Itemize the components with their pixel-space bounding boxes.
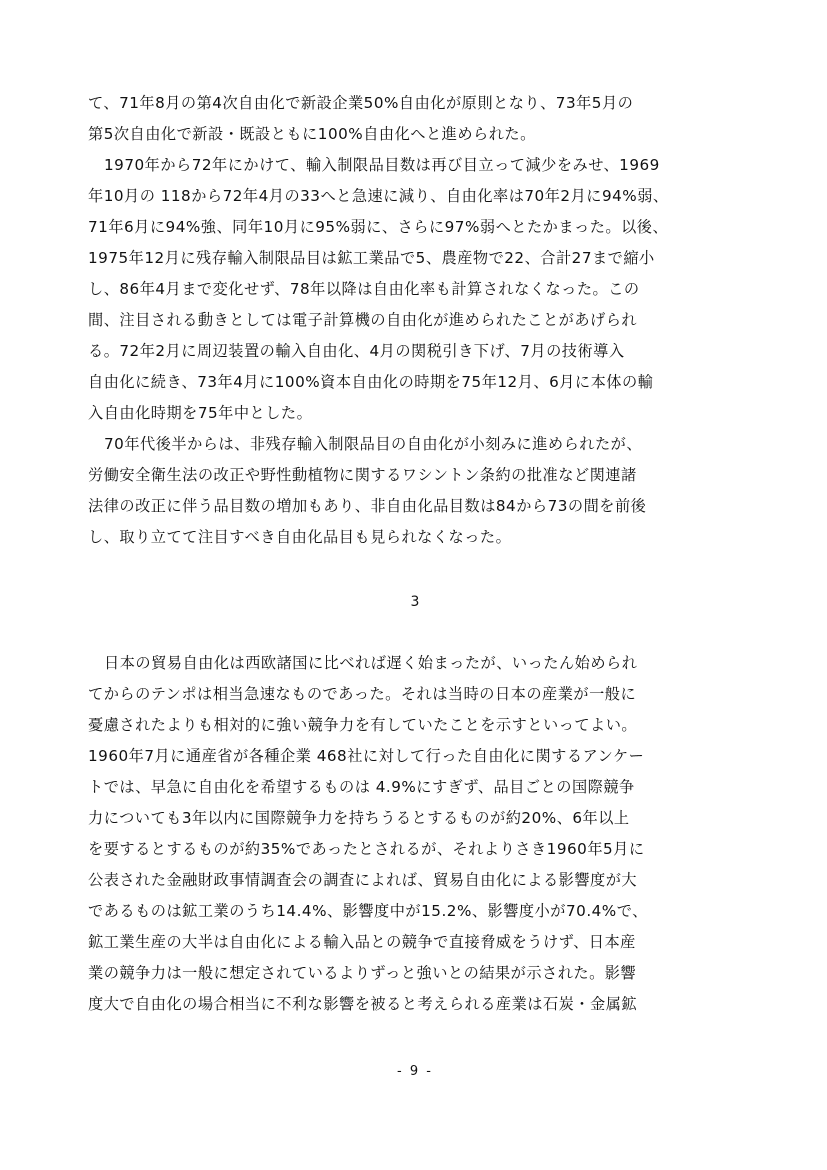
text-line: 1975年12月に残存輸入制限品目は鉱工業品で5、農産物で22、合計27まで縮小 <box>88 249 655 267</box>
section-number: 3 <box>410 594 420 610</box>
text-line: を要するとするものが約35%であったとされるが、それよりさき1960年5月に <box>88 840 645 858</box>
text-line: 業の競争力は一般に想定されているよりずっと強いとの結果が示された。影響 <box>88 964 637 982</box>
text-line: 憂慮されたよりも相対的に強い競争力を有していたことを示すといってよい。 <box>88 716 638 734</box>
text-line: 70年代後半からは、非残存輸入制限品目の自由化が小刻みに進められたが、 <box>104 435 643 453</box>
text-line: る。72年2月に周辺装置の輸入自由化、4月の関税引き下げ、7月の技術導入 <box>88 342 625 360</box>
text-line: 労働安全衛生法の改正や野性動植物に関するワシントン条約の批准など関連諸 <box>88 466 637 484</box>
text-line: 自由化に続き、73年4月に100%資本自由化の時期を75年12月、6月に本体の輸 <box>88 373 654 391</box>
text-line: 71年6月に94%強、同年10月に95%弱に、さらに97%弱へとたかまった。以後、 <box>88 218 669 236</box>
text-line: 入自由化時期を75年中とした。 <box>88 404 313 422</box>
text-line: 度大で自由化の場合相当に不利な影響を被ると考えられる産業は石炭・金属鉱 <box>88 995 638 1013</box>
text-line: 日本の貿易自由化は西欧諸国に比べれば遅く始まったが、いったん始められ <box>104 654 638 672</box>
text-line: 第5次自由化で新設・既設ともに100%自由化へと進められた。 <box>88 125 536 143</box>
text-line: し、取り立てて注目すべき自由化品目も見られなくなった。 <box>88 528 512 546</box>
text-line: て、71年8月の第4次自由化で新設企業50%自由化が原則となり、73年5月の <box>88 94 634 112</box>
text-line: 法律の改正に伴う品目数の増加もあり、非自由化品目数は84から73の間を前後 <box>88 497 647 515</box>
text-line: 公表された金融財政事情調査会の調査によれば、貿易自由化による影響度が大 <box>88 871 638 889</box>
text-line: トでは、早急に自由化を希望するものは 4.9%にすぎず、品目ごとの国際競争 <box>88 778 635 796</box>
text-line: 1960年7月に通産省が各種企業 468社に対して行った自由化に関するアンケー <box>88 747 645 765</box>
text-line: 間、注目される動きとしては電子計算機の自由化が進められたことがあげられ <box>88 311 638 329</box>
text-line: 年10月の 118から72年4月の33へと急速に減り、自由化率は70年2月に94%弱、 <box>88 187 669 205</box>
text-line: てからのテンポは相当急速なものであった。それは当時の日本の産業が一般に <box>88 685 637 703</box>
page-number: - 9 - <box>397 1064 433 1079</box>
text-line: し、86年4月まで変化せず、78年以降は自由化率も計算されなくなった。この <box>88 280 640 298</box>
text-line: 鉱工業生産の大半は自由化による輸入品との競争で直接脅威をうけず、日本産 <box>88 933 636 951</box>
text-line: 力についても3年以内に国際競争力を持ちうるとするものが約20%、6年以上 <box>88 809 630 827</box>
text-line: 1970年から72年にかけて、輸入制限品目数は再び目立って減少をみせ、1969 <box>104 156 660 174</box>
text-line: であるものは鉱工業のうち14.4%、影響度中が15.2%、影響度小が70.4%で、 <box>88 902 648 920</box>
